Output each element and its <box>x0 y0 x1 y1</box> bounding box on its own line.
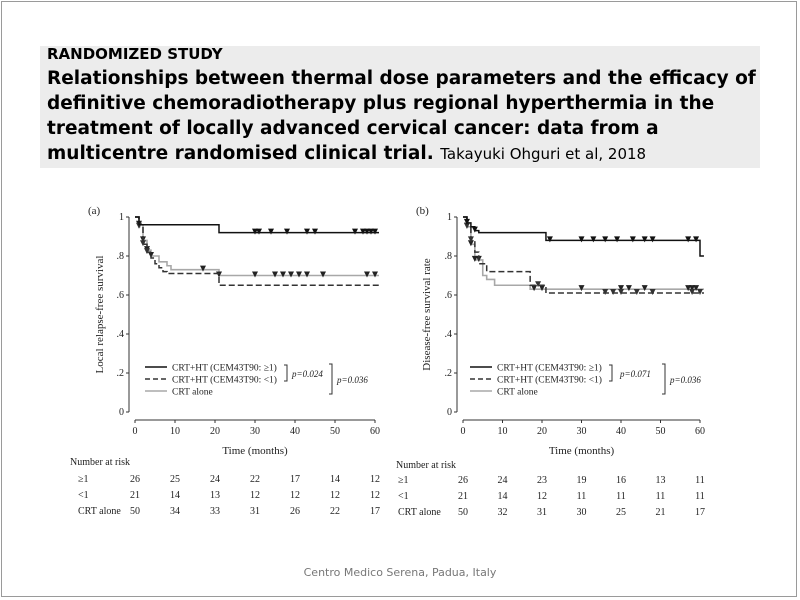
panel-b-risk-label: ≥1 <box>398 475 409 486</box>
panel-a-risk-value: 12 <box>330 490 340 501</box>
panel-b-risk-label: CRT alone <box>398 507 441 518</box>
panel-a-censor-mark <box>304 272 310 278</box>
panel-a-risk-value: 13 <box>210 490 220 501</box>
panel-a-censor-mark <box>268 229 274 235</box>
panel-b-censor-mark <box>689 289 695 295</box>
panel-b-bracket <box>609 365 612 381</box>
panel-b-risk-value: 11 <box>616 491 626 502</box>
panel-b-censor-mark <box>618 289 624 295</box>
panel-b-legend-entry: CRT alone <box>497 387 538 398</box>
panel-b-risk-value: 21 <box>458 491 468 502</box>
panel-a-risk-value: 24 <box>210 474 220 485</box>
panel-a-risk-label: <1 <box>78 490 89 501</box>
panel-b-y-tick-label: 0 <box>447 407 452 418</box>
panel-b-y-axis-title: Disease-free survival rate <box>421 258 433 371</box>
panel-b-x-tick-label: 30 <box>576 426 587 437</box>
panel-a-censor-mark <box>216 272 222 278</box>
panel-b-censor-mark <box>630 236 636 242</box>
panel-b-x-axis-title: Time (months) <box>548 445 615 457</box>
panel-b-legend-entry: CRT+HT (CEM43T90: <1) <box>497 375 602 386</box>
panel-a-bracket <box>284 365 287 381</box>
panel-a-legend-entry: CRT alone <box>172 387 213 398</box>
panel-a-x-tick-label: 30 <box>250 426 260 437</box>
panel-b-risk-value: 12 <box>537 491 547 502</box>
panel-a-risk-title: Number at risk <box>70 457 130 468</box>
panel-a-risk-value: 12 <box>250 490 260 501</box>
citation: Takayuki Ohguri et al, 2018 <box>440 145 647 163</box>
panel-b-censor-mark <box>614 236 620 242</box>
panel-b-risk-value: 16 <box>616 475 626 486</box>
panel-b-y-tick-label: .4 <box>444 329 452 340</box>
panel-b-p-value: p=0.036 <box>670 375 701 385</box>
panel-a-risk-value: 33 <box>210 506 220 517</box>
panel-a-p-value: p=0.036 <box>337 375 368 385</box>
panel-b-risk-value: 25 <box>616 507 626 518</box>
panel-a-censor-mark <box>372 229 378 235</box>
panel-b-risk-value: 32 <box>497 507 508 518</box>
panel-b-risk-value: 14 <box>497 491 508 502</box>
panel-b-x-tick-label: 20 <box>537 426 547 437</box>
panel-a-y-tick-label: .8 <box>116 251 124 262</box>
panel-a-risk-value: 21 <box>130 490 140 501</box>
panel-b-risk-value: 19 <box>576 475 587 486</box>
panel-b-risk-value: 24 <box>497 475 508 486</box>
footer-text: Centro Medico Serena, Padua, Italy <box>303 566 497 579</box>
panel-a-censor-mark <box>280 272 286 278</box>
panel-b-risk-label: <1 <box>398 491 409 502</box>
panel-a-risk-label: ≥1 <box>78 474 89 485</box>
panel-b-x-tick-label: 0 <box>460 426 466 437</box>
panel-b-censor-mark <box>602 236 608 242</box>
panel-b-legend-entry: CRT+HT (CEM43T90: ≥1) <box>497 363 602 374</box>
panel-b-risk-value: 31 <box>537 507 547 518</box>
panel-a-censor-mark <box>252 272 258 278</box>
panel-b-x-tick-label: 60 <box>695 426 705 437</box>
panel-a-risk-value: 17 <box>290 474 300 485</box>
panel-b-series-line-2 <box>463 217 704 289</box>
panel-b-label: (b) <box>416 205 429 217</box>
panel-b-censor-mark <box>685 236 691 242</box>
panel-b-risk-value: 26 <box>458 475 468 486</box>
panel-b-y-tick-label: 1 <box>447 212 452 223</box>
panel-a-risk-value: 22 <box>250 474 260 485</box>
panel-a-risk-value: 14 <box>330 474 340 485</box>
panel-a-y-axis-title: Local relapse-free survival <box>94 255 106 374</box>
panel-a-risk-value: 25 <box>170 474 180 485</box>
panel-a-censor-mark <box>256 229 262 235</box>
panel-a-censor-mark <box>288 272 294 278</box>
panel-a-censor-mark <box>200 266 206 272</box>
panel-b-risk-value: 30 <box>576 507 587 518</box>
panel-b-y-tick-label: .8 <box>444 251 452 262</box>
panel-b-censor-mark <box>650 236 656 242</box>
panel-b-censor-mark <box>579 285 585 291</box>
panel-a-censor-mark <box>272 272 278 278</box>
panel-a-x-tick-label: 40 <box>290 426 300 437</box>
panel-a-censor-mark <box>296 272 302 278</box>
panel-a-censor-mark <box>284 229 290 235</box>
panel-a-x-tick-label: 0 <box>132 426 138 437</box>
panel-a-x-tick-label: 20 <box>210 426 220 437</box>
panel-b-censor-mark <box>610 289 616 295</box>
panel-b-y-tick-label: .2 <box>444 368 452 379</box>
panel-b-censor-mark <box>539 285 545 291</box>
panel-a-x-tick-label: 10 <box>170 426 180 437</box>
panel-a-risk-value: 34 <box>170 506 180 517</box>
panel-a-censor-mark <box>304 229 310 235</box>
panel-b-risk-value: 23 <box>537 475 547 486</box>
panel-a-censor-mark <box>320 272 326 278</box>
panel-b-y-tick-label: .6 <box>444 290 452 301</box>
panel-a-risk-value: 12 <box>370 490 380 501</box>
panel-a-risk-value: 12 <box>370 474 380 485</box>
panel-a-p-value: p=0.024 <box>292 369 323 379</box>
panel-a-risk-value: 26 <box>290 506 300 517</box>
panel-b-risk-value: 50 <box>458 507 468 518</box>
panel-b-censor-mark <box>650 289 656 295</box>
panel-b-series-line-1 <box>463 217 704 293</box>
panel-b-censor-mark <box>590 236 596 242</box>
panel-a-y-tick-label: .2 <box>116 368 124 379</box>
panel-a-risk-value: 14 <box>170 490 180 501</box>
panel-b-censor-mark <box>697 289 703 295</box>
panel-b-x-tick-label: 40 <box>616 426 626 437</box>
panel-b-risk-value: 11 <box>695 475 705 486</box>
title-text: Relationships between thermal dose parameters and the efficacy of definitive chemoradiotherapy plus regional hyperthermia in the treatment of locally advanced cervical cancer: data from a multicentre randomised clinical trial. <box>47 68 756 164</box>
panel-a-legend-entry: CRT+HT (CEM43T90: <1) <box>172 375 277 386</box>
panel-a-risk-value: 17 <box>370 506 380 517</box>
panel-b-censor-mark <box>626 285 632 291</box>
panel-b-censor-mark <box>531 285 537 291</box>
panel-a-risk-value: 50 <box>130 506 140 517</box>
panel-b-censor-mark <box>602 289 608 295</box>
panel-a-censor-mark <box>312 229 318 235</box>
section-label: RANDOMIZED STUDY <box>47 45 223 63</box>
panel-a-censor-mark <box>140 240 146 246</box>
panel-a-risk-value: 12 <box>290 490 300 501</box>
panel-b-censor-mark <box>579 236 585 242</box>
panel-b-x-tick-label: 50 <box>655 426 666 437</box>
panel-b-censor-mark <box>547 236 553 242</box>
panel-a-y-tick-label: 0 <box>119 407 124 418</box>
panel-b-risk-value: 11 <box>655 491 666 502</box>
panel-a-censor-mark <box>372 272 378 278</box>
panel-b-censor-mark <box>634 289 640 295</box>
panel-b-censor-mark <box>642 236 648 242</box>
panel-b-risk-title: Number at risk <box>396 460 456 471</box>
panel-a-x-tick-label: 50 <box>330 426 340 437</box>
panel-a-bracket <box>329 364 332 394</box>
panel-a-y-tick-label: 1 <box>119 212 124 223</box>
panel-b-risk-value: 17 <box>695 507 705 518</box>
panel-a-label: (a) <box>88 205 101 217</box>
panel-a-legend-entry: CRT+HT (CEM43T90: ≥1) <box>172 363 277 374</box>
panel-a-y-tick-label: .6 <box>116 290 124 301</box>
panel-a-risk-value: 22 <box>330 506 340 517</box>
panel-b-bracket <box>662 364 665 394</box>
panel-b-censor-mark <box>642 285 648 291</box>
panel-b-risk-value: 21 <box>655 507 666 518</box>
panel-a-risk-value: 26 <box>130 474 140 485</box>
panel-a-y-tick-label: .4 <box>116 329 124 340</box>
panel-b-censor-mark <box>693 236 699 242</box>
panel-a-censor-mark <box>352 229 358 235</box>
panel-a-x-tick-label: 60 <box>370 426 380 437</box>
panel-b-p-value: p=0.071 <box>620 369 651 379</box>
panel-b-risk-value: 13 <box>655 475 666 486</box>
panel-a-risk-label: CRT alone <box>78 506 121 517</box>
panel-b-x-tick-label: 10 <box>497 426 508 437</box>
panel-a-series-line-2 <box>135 217 379 276</box>
panel-b-risk-value: 11 <box>695 491 705 502</box>
panel-a-risk-value: 31 <box>250 506 260 517</box>
panel-a-censor-mark <box>364 272 370 278</box>
panel-b-censor-mark <box>472 227 478 233</box>
panel-b-risk-value: 11 <box>576 491 587 502</box>
panel-a-x-axis-title: Time (months) <box>222 445 288 457</box>
